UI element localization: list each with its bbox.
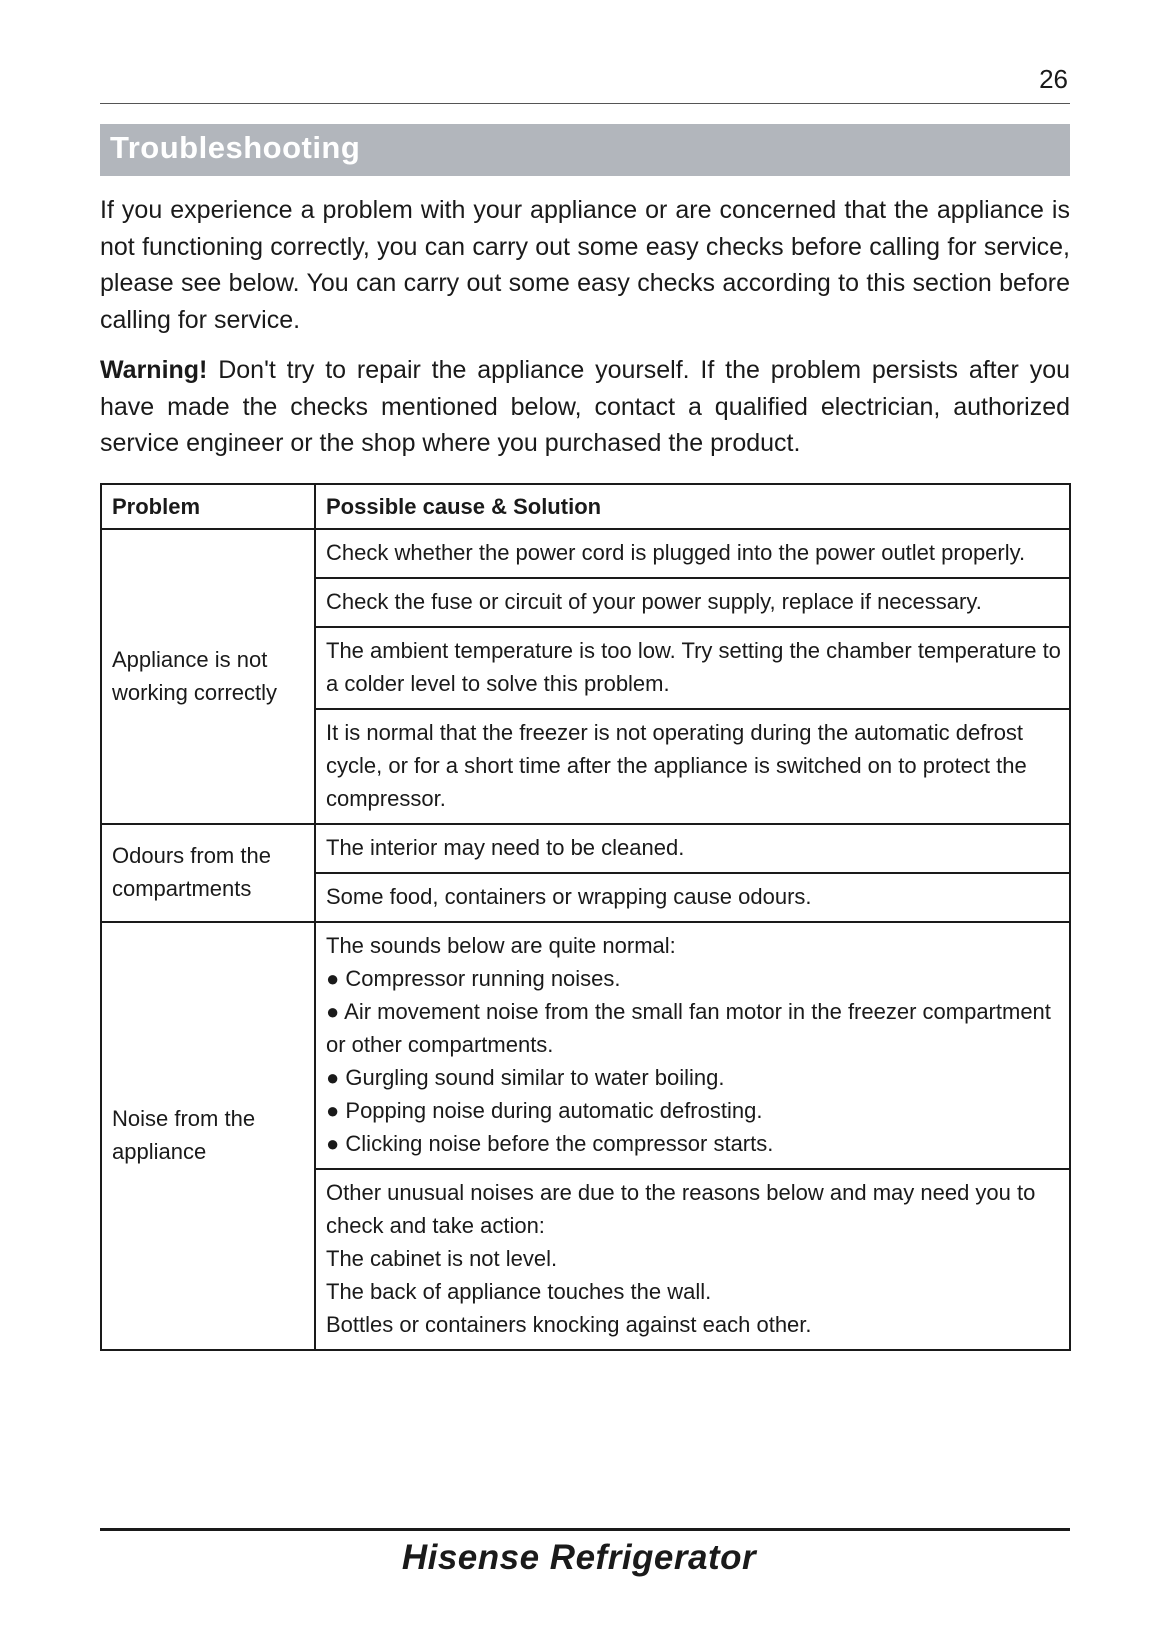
solution-cell: The ambient temperature is too low. Try setting the chamber temperature to a colder level to solve this problem. (315, 627, 1070, 709)
list-item: ● Popping noise during automatic defrosting. (326, 1098, 763, 1123)
warning-paragraph (100, 352, 1070, 462)
list-item: ● Gurgling sound similar to water boiling. (326, 1065, 725, 1090)
solution-cell: It is normal that the freezer is not operating during the automatic defrost cycle, or for a short time after the appliance is switched on to protect the compressor. (315, 709, 1070, 824)
table-row (101, 922, 1070, 1169)
solution-cell-normal-sounds (315, 922, 1070, 1169)
table-row (101, 824, 1070, 873)
list-item: ● Compressor running noises. (326, 966, 621, 991)
bottom-divider (100, 1528, 1070, 1531)
unusual-noises-intro: Other unusual noises are due to the reasons below and may need you to check and take action: (326, 1180, 1036, 1238)
list-item: The back of appliance touches the wall. (326, 1279, 712, 1304)
page-number: 26 (1039, 64, 1068, 94)
table-header-row (101, 484, 1070, 529)
solution-cell: The interior may need to be cleaned. (315, 824, 1070, 873)
section-title: Troubleshooting (110, 130, 361, 165)
top-divider (100, 103, 1070, 104)
solution-cell: Check the fuse or circuit of your power supply, replace if necessary. (315, 578, 1070, 627)
list-item: ● Air movement noise from the small fan motor in the freezer compartment or other compartments. (326, 999, 1051, 1057)
list-item: Bottles or containers knocking against each other. (326, 1312, 812, 1337)
header-problem: Problem (101, 484, 315, 529)
problem-cell: Appliance is not working correctly (101, 529, 315, 824)
list-item: The cabinet is not level. (326, 1246, 558, 1271)
list-item: ● Clicking noise before the compressor starts. (326, 1131, 774, 1156)
problem-cell: Noise from the appliance (101, 922, 315, 1350)
troubleshooting-table (100, 483, 1071, 1351)
solution-cell: Some food, containers or wrapping cause odours. (315, 873, 1070, 922)
problem-cell: Odours from the compartments (101, 824, 315, 922)
intro-paragraph: If you experience a problem with your appliance or are concerned that the appliance is not functioning correctly, you can carry out some easy checks before calling for service, please see below. You can carry out some easy checks according to this section before calling for service. (100, 196, 1070, 334)
footer-brand: Hisense Refrigerator (401, 1538, 757, 1577)
header-solution: Possible cause & Solution (315, 484, 1070, 529)
normal-sounds-intro: The sounds below are quite normal: (326, 933, 676, 958)
section-header-bar (100, 124, 1070, 176)
warning-label: Warning! (100, 356, 208, 384)
warning-text: Don't try to repair the appliance yourself. If the problem persists after you have made the checks mentioned below, contact a qualified electrician, authorized service engineer or the shop where you purchased the product. (100, 356, 1070, 457)
solution-cell: Check whether the power cord is plugged into the power outlet properly. (315, 529, 1070, 578)
solution-cell-unusual-noises (315, 1169, 1070, 1350)
table-row (101, 529, 1070, 578)
